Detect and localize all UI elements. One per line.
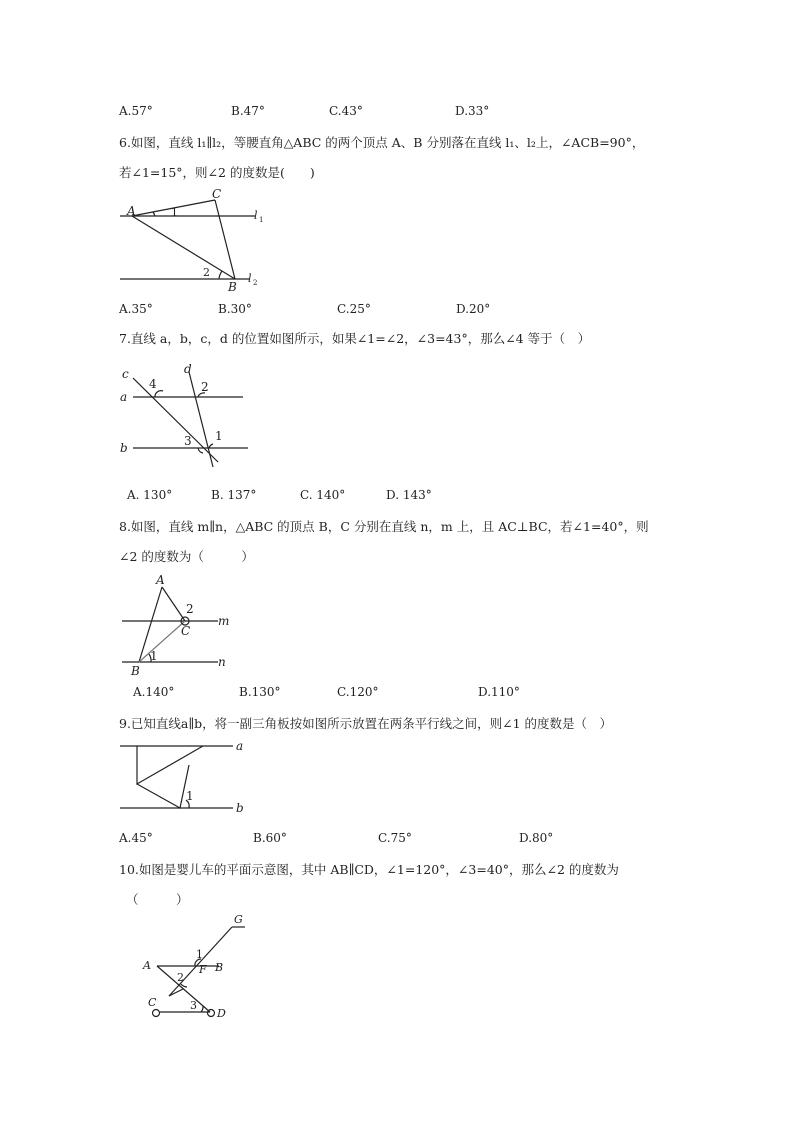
q5-option-a: A.57° [119,104,153,118]
q6-label-l1-sub: 1 [259,216,264,224]
q8-option-b: B.130° [239,685,281,699]
q10-label-b: B [215,961,224,974]
q6-label-l2: l [248,272,252,285]
q8-stem-line1: 8.如图，直线 m∥n，△ABC 的顶点 B，C 分别在直线 n，m 上，且 AC⊥BC，若∠1=40°，则 [119,519,649,534]
q9-set-square-1 [137,746,203,784]
q6-label-a: A [127,204,136,218]
q8-figure [115,570,250,680]
q6-angle2-arc [219,271,222,279]
q6-angle1-arc [153,212,155,216]
q8-label-m: m [218,614,230,628]
q8-option-c: C.120° [337,685,379,699]
q10-figure [135,910,255,1025]
q10-line-frame [169,989,183,996]
q10-label-g: G [234,913,243,926]
q7-stem-line1: 7.直线 a，b，c，d 的位置如图所示，如果∠1=∠2，∠3=43°，那么∠4 等于（ ） [119,331,591,346]
q6-label-2: 2 [203,266,210,279]
q8-label-n: n [218,655,226,669]
q7-angle3-arc [198,448,203,453]
q9-label-b: b [236,801,244,815]
q10-label-a: A [143,959,151,972]
q8-label-b: B [131,664,140,678]
q6-option-a: A.35° [119,302,153,316]
q10-stem-line1: 10.如图是婴儿车的平面示意图，其中 AB∥CD，∠1=120°，∠3=40°，那么∠2 的度数为 [119,862,619,877]
q7-option-d: D. 143° [386,488,432,502]
q5-option-d: D.33° [455,104,490,118]
q6-label-l2-sub: 2 [253,279,258,287]
q9-set-square-2 [137,765,189,808]
q6-figure [115,185,275,295]
q10-angle3-arc [201,1006,203,1012]
q10-label-2: 2 [177,971,184,984]
q6-option-c: C.25° [337,302,371,316]
q6-side-cb [215,200,235,279]
q7-label-c: c [122,367,129,381]
q9-option-c: C.75° [378,831,412,845]
q7-option-b: B. 137° [211,488,257,502]
q7-angle4-arc [155,391,163,397]
q8-side-ac [162,587,185,621]
q10-angle2-arc [181,984,187,987]
q7-angle1-arc [209,444,213,448]
q8-label-a: A [156,573,165,587]
q10-label-d: D [217,1007,226,1020]
q9-label-a: a [236,739,244,753]
q7-label-a: a [120,390,128,404]
q9-option-d: D.80° [519,831,554,845]
q7-label-3: 3 [184,434,192,448]
q9-figure [115,738,250,823]
q6-label-c: C [212,187,222,201]
q6-stem-line1: 6.如图，直线 l₁∥l₂，等腰直角△ABC 的两个顶点 A、B 分别落在直线 l₁、l₂上，∠ACB=90°， [119,135,645,150]
q9-option-b: B.60° [253,831,287,845]
q10-label-3: 3 [190,999,197,1012]
q7-label-4: 4 [149,377,157,391]
q7-option-c: C. 140° [300,488,346,502]
q6-label-l1: l [254,209,258,222]
q8-stem-line2: ∠2 的度数为（ ） [119,549,254,564]
q5-option-c: C.43° [329,104,363,118]
q7-label-1: 1 [215,429,223,443]
q9-label-1: 1 [186,789,194,803]
q8-label-2: 2 [186,602,194,616]
q6-side-ab [132,216,235,279]
q8-label-1: 1 [150,649,158,663]
q9-option-a: A.45° [119,831,153,845]
q8-label-c: C [181,624,191,638]
q7-label-b: b [120,441,128,455]
q6-label-b: B [228,280,237,294]
q7-label-d: d [184,362,192,376]
q6-option-b: B.30° [218,302,252,316]
q10-wheel-c [153,1010,160,1017]
q7-figure [115,360,260,475]
q6-option-d: D.20° [456,302,491,316]
q10-label-c: C [148,996,157,1009]
q7-label-2: 2 [201,380,209,394]
q6-label-1: 1 [171,206,178,219]
q10-wheel-d [208,1010,215,1017]
q10-label-1: 1 [196,948,203,961]
q8-option-d: D.110° [478,685,520,699]
q10-stem-line2: （ ） [126,892,189,907]
q5-option-b: B.47° [231,104,265,118]
q7-option-a: A. 130° [127,488,173,502]
q8-option-a: A.140° [133,685,175,699]
q6-stem-line2: 若∠1=15°，则∠2 的度数是( ) [119,165,315,180]
q9-stem-line1: 9.已知直线a∥b，将一副三角板按如图所示放置在两条平行线之间，则∠1 的度数是（ ） [119,716,613,731]
q10-label-f: F [199,963,207,976]
